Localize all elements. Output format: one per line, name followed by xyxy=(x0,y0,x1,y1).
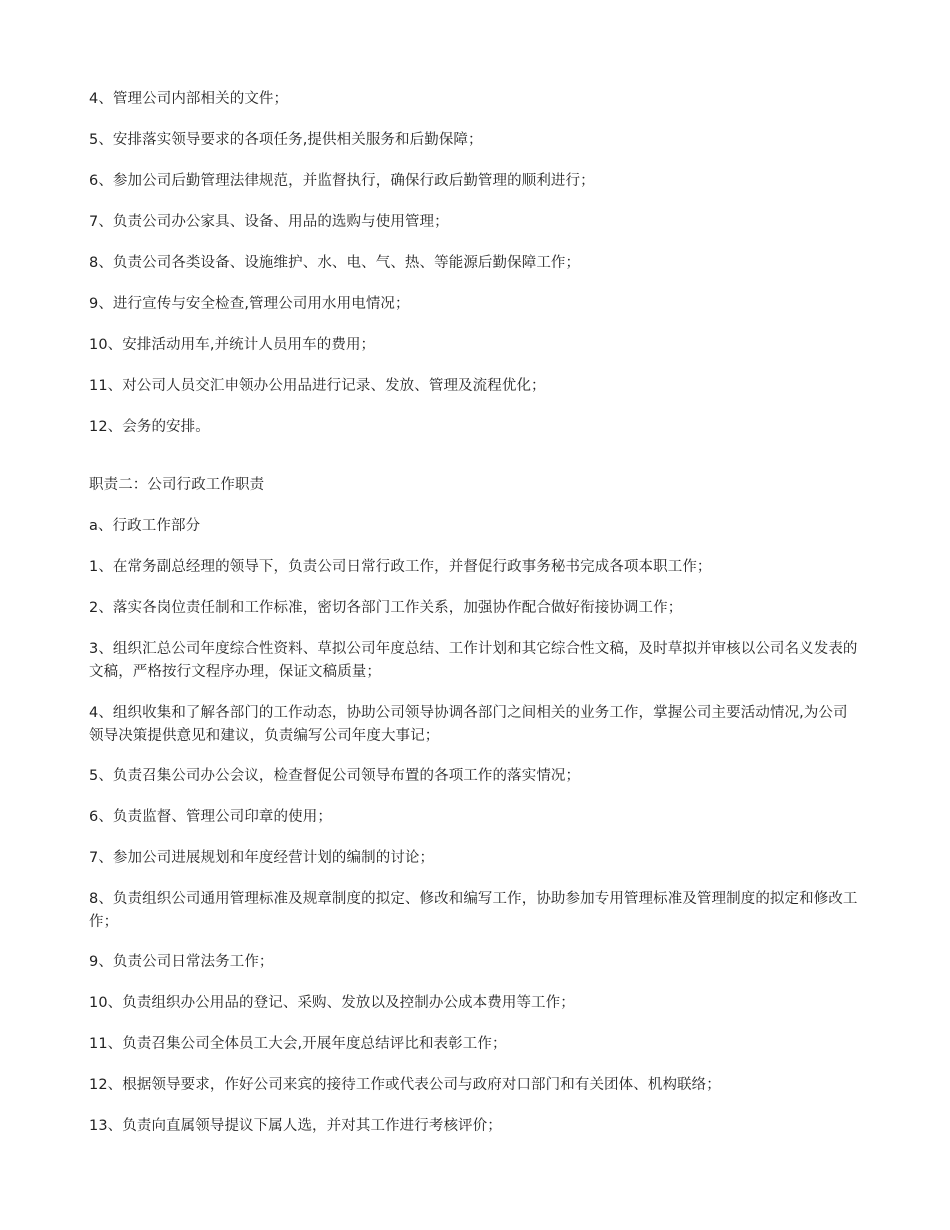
list-item: 10、负责组织办公用品的登记、采购、发放以及控制办公成本费用等工作； xyxy=(89,995,575,1011)
list-item: 12、会务的安排。 xyxy=(89,419,210,435)
list-item: 5、安排落实领导要求的各项任务,提供相关服务和后勤保障； xyxy=(89,132,483,148)
list-item: 12、根据领导要求，作好公司来宾的接待工作或代表公司与政府对口部门和有关团体、机构联络； xyxy=(89,1077,721,1093)
list-item: 5、负责召集公司办公会议，检查督促公司领导布置的各项工作的落实情况； xyxy=(89,768,581,784)
list-item: 8、负责公司各类设备、设施维护、水、电、气、热、等能源后勤保障工作； xyxy=(89,255,581,271)
list-item: 9、负责公司日常法务工作； xyxy=(89,954,274,970)
list-item: 9、进行宣传与安全检查,管理公司用水用电情况； xyxy=(89,296,410,312)
list-item: 8、负责组织公司通用管理标准及规章制度的拟定、修改和编写工作，协助参加专用管理标准及管理制度的拟定和修改工作； xyxy=(89,891,858,930)
section-subtitle: a、行政工作部分 xyxy=(89,518,201,534)
list-item: 3、组织汇总公司年度综合性资料、草拟公司年度总结、工作计划和其它综合性文稿，及时草拟并审核以公司名义发表的文稿，严格按行文程序办理，保证文稿质量； xyxy=(89,641,858,680)
list-item: 2、落实各岗位责任制和工作标准，密切各部门工作关系，加强协作配合做好衔接协调工作； xyxy=(89,600,683,616)
section-title: 职责二：公司行政工作职责 xyxy=(89,477,265,493)
list-item: 6、参加公司后勤管理法律规范，并监督执行，确保行政后勤管理的顺利进行； xyxy=(89,173,595,189)
list-item: 13、负责向直属领导提议下属人选，并对其工作进行考核评价； xyxy=(89,1118,502,1134)
list-item: 1、在常务副总经理的领导下，负责公司日常行政工作，并督促行政事务秘书完成各项本职工作； xyxy=(89,559,712,575)
list-item: 7、参加公司进展规划和年度经营计划的编制的讨论； xyxy=(89,850,435,866)
list-item: 4、管理公司内部相关的文件； xyxy=(89,91,289,107)
list-item: 11、负责召集公司全体员工大会,开展年度总结评比和表彰工作； xyxy=(89,1036,507,1052)
list-item: 6、负责监督、管理公司印章的使用； xyxy=(89,809,332,825)
list-item: 4、组织收集和了解各部门的工作动态，协助公司领导协调各部门之间相关的业务工作，掌握公司主要活动情况,为公司领导决策提供意见和建议，负责编写公司年度大事记； xyxy=(89,705,848,744)
list-item: 10、安排活动用车,并统计人员用车的费用； xyxy=(89,337,376,353)
list-item: 7、负责公司办公家具、设备、用品的选购与使用管理； xyxy=(89,214,449,230)
list-item: 11、对公司人员交汇申领办公用品进行记录、发放、管理及流程优化； xyxy=(89,378,546,394)
